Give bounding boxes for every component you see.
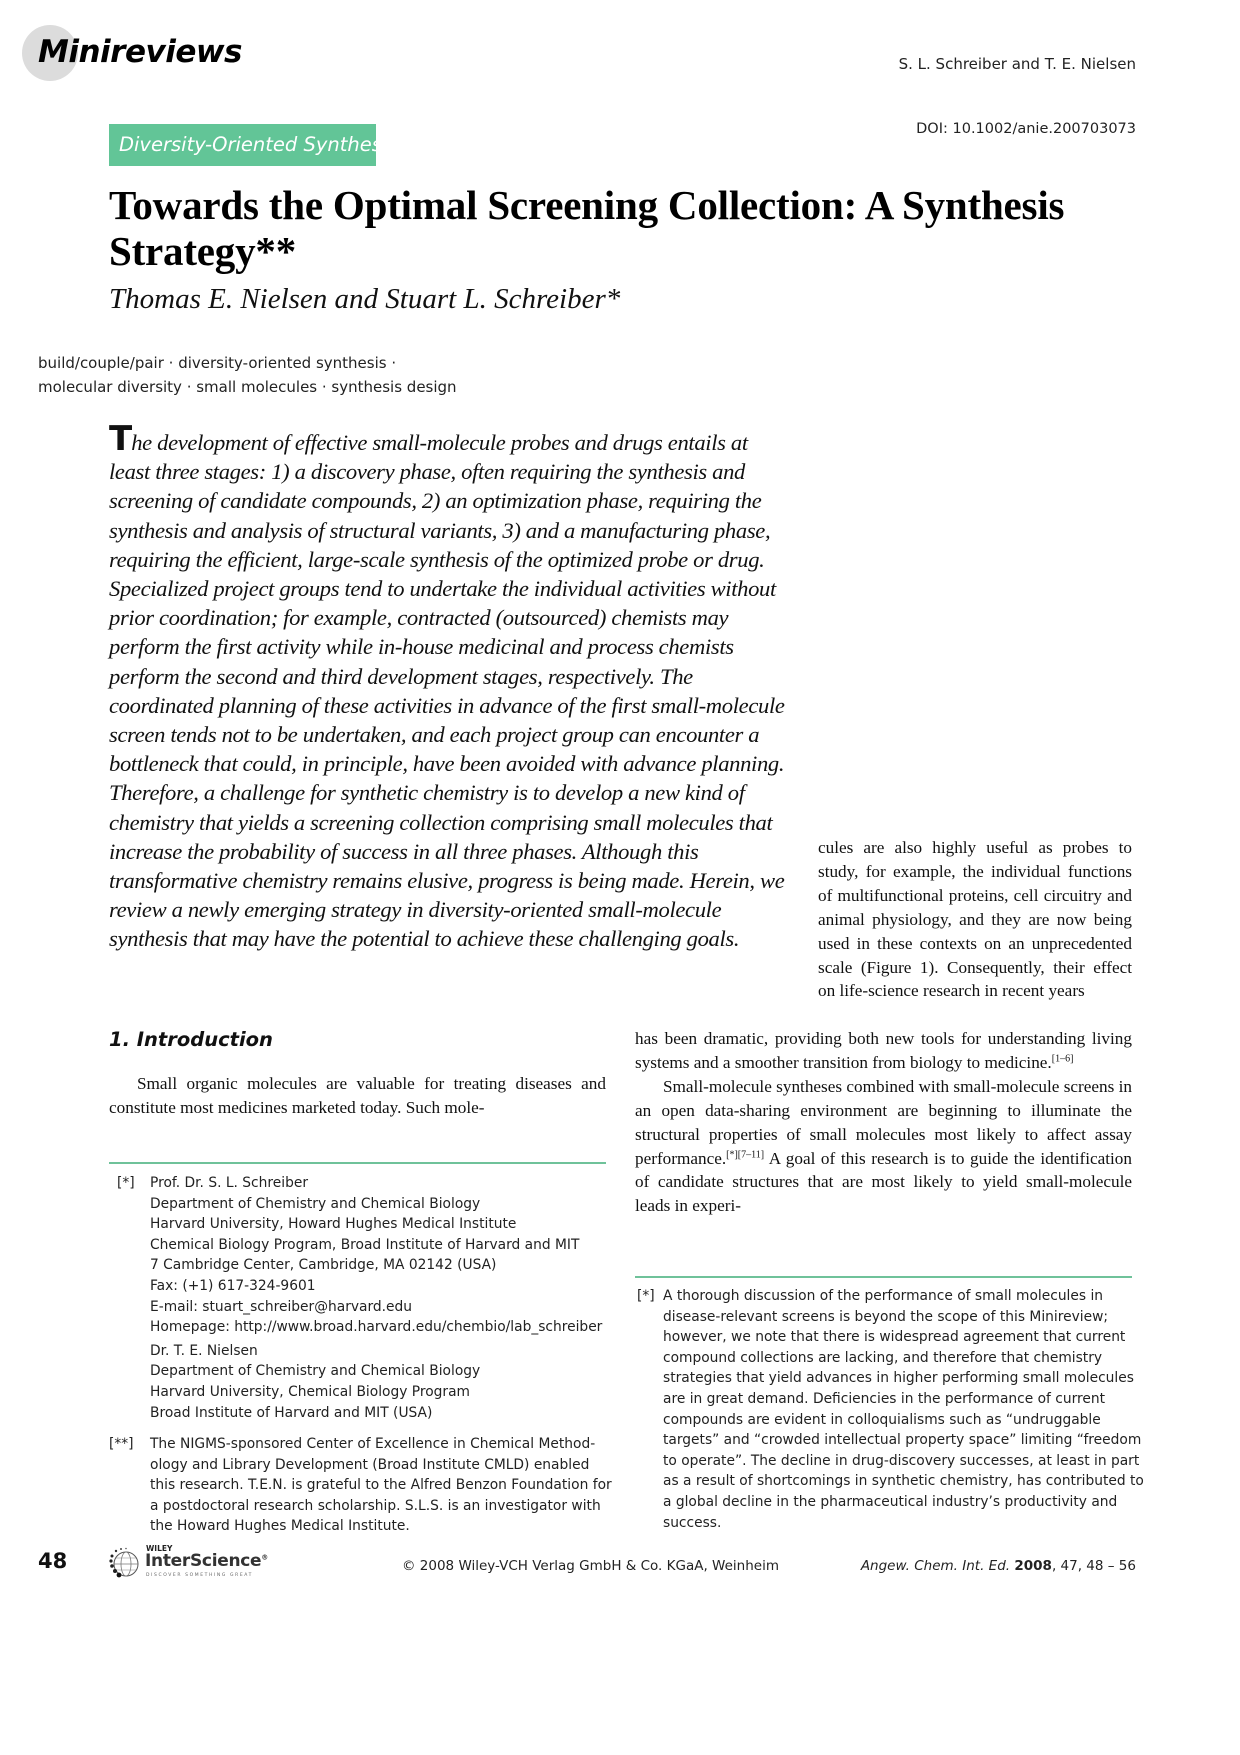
keywords-line: molecular diversity · small molecules · synthesis design bbox=[38, 378, 457, 396]
keywords-line: build/couple/pair · diversity-oriented synthesis · bbox=[38, 354, 397, 372]
logo-tagline: DISCOVER SOMETHING GREAT bbox=[146, 1573, 253, 1578]
abstract-text: he development of effective small-molecule probes and drugs entails at least three stages: 1) a discovery phase, often requiring the synthesis and screening of candidate compounds, 2) an optimization phase, requiring the synthesis and analysis of structural variants, 3) and a manufacturing phase, requiring the efficient, large-scale synthesis of the optimized probe or drug. Specialized project groups tend to undertake the individual activities without prior coordination; for example, contracted (outsourced) chemists may perform the first activity while in-house medicinal and process chemists perform the second and third development stages, respectively. The coordinated planning of these activities in advance of the first small-molecule screen tends not to be undertaken, and each project group can encounter a bottleneck that could, in principle, have been avoided with advance planning. Therefore, a challenge for synthetic chemistry is to develop a new kind of chemistry that yields a screening collection comprising small molecules that increase the probability of success in all three phases. Although this transformative chemistry remains elusive, progress is being made. Herein, we review a newly emerging strategy in diversity-oriented small-molecule synthesis that may have the potential to achieve these challenging goals. bbox=[109, 430, 785, 952]
body-paragraph bbox=[635, 1027, 1132, 1075]
paragraph-text: Small-molecule syntheses combined with small-molecule screens in an open data-sharing environment are beginning to illuminate the structural properties of small molecules most likely to affect assay performance. bbox=[635, 1076, 1132, 1168]
body-paragraph: cules are also highly useful as probes to study, for example, the individual functions of multifunctional proteins, cell circuitry and animal physiology, and they are now being used in these contexts on an unprecedented scale (Figure 1). Consequently, their effect on life-science research in recent years bbox=[818, 838, 1132, 1001]
footnote-line: Department of Chemistry and Chemical Biology bbox=[150, 1363, 481, 1380]
footnote-line: disease-relevant screens is beyond the scope of this Minireview; bbox=[663, 1308, 1109, 1325]
journal-name: Angew. Chem. Int. Ed. bbox=[860, 1558, 1011, 1574]
footnote-line: Harvard University, Chemical Biology Program bbox=[150, 1383, 470, 1400]
footnote-performance-note bbox=[637, 1286, 1144, 1533]
footnote-line: Dr. T. E. Nielsen bbox=[150, 1342, 258, 1359]
abstract-dropcap: T bbox=[109, 419, 132, 459]
logo-publisher: WILEY bbox=[146, 1544, 173, 1553]
body-right-column bbox=[635, 1027, 1132, 1218]
footnote-line: ology and Library Development (Broad Institute CMLD) enabled bbox=[150, 1456, 590, 1473]
keywords bbox=[38, 351, 478, 399]
footnote-acknowledgment bbox=[109, 1434, 619, 1537]
footnote-line: Broad Institute of Harvard and MIT (USA) bbox=[150, 1404, 433, 1421]
running-head-authors: S. L. Schreiber and T. E. Nielsen bbox=[898, 55, 1136, 73]
footnote-line: compound collections are lacking, and therefore that chemistry bbox=[663, 1349, 1103, 1366]
article-title: Towards the Optimal Screening Collection: A Synthesis Strategy** bbox=[109, 182, 1065, 274]
reference-citation[interactable]: [1–6] bbox=[1051, 1053, 1074, 1065]
footnote-mark: [*] bbox=[117, 1175, 135, 1191]
footnote-line: Chemical Biology Program, Broad Institute of Harvard and MIT bbox=[150, 1236, 580, 1253]
wiley-interscience-logo[interactable] bbox=[108, 1544, 273, 1580]
footnote-line: Department of Chemistry and Chemical Biology bbox=[150, 1195, 481, 1212]
footnote-line: Prof. Dr. S. L. Schreiber bbox=[150, 1175, 308, 1191]
footnote-rule-left bbox=[109, 1162, 606, 1164]
footnote-line: a postdoctoral research scholarship. S.L.S. is an investigator with bbox=[150, 1497, 601, 1514]
footnote-homepage[interactable]: Homepage: http://www.broad.harvard.edu/chembio/lab_schreiber bbox=[150, 1319, 603, 1336]
citation-year: 2008 bbox=[1014, 1558, 1052, 1574]
footnote-line: to operate”. The decline in drug-discovery successes, at least in part bbox=[663, 1452, 1140, 1469]
footnote-email[interactable]: E-mail: stuart_schreiber@harvard.edu bbox=[150, 1298, 413, 1315]
article-authors: Thomas E. Nielsen and Stuart L. Schreiber* bbox=[109, 283, 621, 315]
footnote-line: as a result of shortcomings in synthetic chemistry, has contributed to bbox=[663, 1473, 1144, 1490]
footnote-line: success. bbox=[663, 1514, 722, 1531]
footnote-rule-right bbox=[635, 1276, 1132, 1278]
footnote-line: A thorough discussion of the performance of small molecules in bbox=[663, 1288, 1104, 1304]
footnote-line: however, we note that there is widespread agreement that current bbox=[663, 1329, 1126, 1346]
section-heading-introduction: 1. Introduction bbox=[109, 1028, 273, 1051]
footnote-line: strategies that yield advances in higher performing small molecules bbox=[663, 1370, 1134, 1387]
footnote-line: are in great demand. Deficiencies in the performance of current bbox=[663, 1390, 1106, 1407]
citation-volume-pages: , 47, 48 – 56 bbox=[1051, 1558, 1136, 1574]
journal-citation bbox=[861, 1558, 1136, 1574]
body-paragraph bbox=[635, 1075, 1132, 1218]
paragraph-text: has been dramatic, providing both new tools for understanding living systems and a smoother transition from biology to medicine. bbox=[635, 1029, 1132, 1072]
footnote-mark: [**] bbox=[109, 1436, 134, 1452]
page-number: 48 bbox=[38, 1549, 68, 1573]
footnote-line: Harvard University, Howard Hughes Medical Institute bbox=[150, 1216, 517, 1233]
footnote-line: The NIGMS-sponsored Center of Excellence in Chemical Method- bbox=[150, 1436, 596, 1452]
footnote-affiliation bbox=[117, 1173, 617, 1423]
paragraph-text: A goal of this research is to guide the identification of candidate structures that are most likely to yield small-molecule leads in experi- bbox=[635, 1148, 1132, 1216]
doi: DOI: 10.1002/anie.200703073 bbox=[916, 121, 1136, 137]
body-left-column bbox=[109, 1072, 606, 1120]
topic-banner: Diversity-Oriented Synthesis bbox=[109, 124, 376, 166]
footnote-line: Fax: (+1) 617-324-9601 bbox=[150, 1277, 316, 1294]
reference-citation[interactable]: [*][7–11] bbox=[726, 1148, 765, 1160]
logo-name bbox=[145, 1551, 268, 1571]
abstract bbox=[109, 419, 793, 954]
footnote-line: this research. T.E.N. is grateful to the Alfred Benzon Foundation for bbox=[150, 1477, 612, 1494]
globe-icon bbox=[108, 1546, 142, 1580]
copyright: © 2008 Wiley-VCH Verlag GmbH & Co. KGaA, Weinheim bbox=[402, 1558, 779, 1574]
body-paragraph: Small organic molecules are valuable for treating diseases and constitute most medicines marketed today. Such mole- bbox=[109, 1074, 606, 1117]
footnote-line: a global decline in the pharmaceutical industry’s productivity and bbox=[663, 1493, 1118, 1510]
logo-registered-mark: ® bbox=[261, 1553, 268, 1562]
footnote-line: compounds are evident in colloquialisms such as “undruggable bbox=[663, 1411, 1101, 1428]
logo-name-text: InterScience bbox=[145, 1551, 262, 1571]
footnote-line: targets” and “crowded intellectual property space” limiting “freedom bbox=[663, 1432, 1142, 1449]
section-label: Minireviews bbox=[38, 34, 242, 70]
footnote-line: 7 Cambridge Center, Cambridge, MA 02142 (USA) bbox=[150, 1257, 497, 1274]
body-right-column-top bbox=[818, 836, 1132, 1003]
footnote-mark: [*] bbox=[637, 1288, 655, 1304]
footnote-line: the Howard Hughes Medical Institute. bbox=[150, 1518, 410, 1535]
